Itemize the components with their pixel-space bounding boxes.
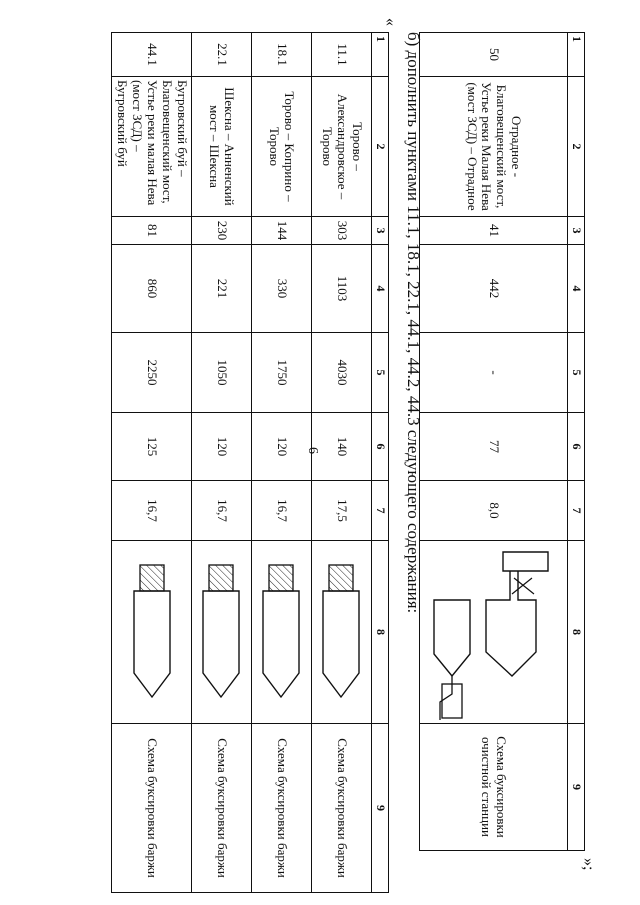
col-header-1: 1 [372, 33, 389, 77]
amendment-instruction: б) дополнить пунктами 11.1, 18.1, 22.1, 44.1, 44.2, 44.3 следующего содержания: [404, 32, 423, 614]
cell-number: 11.1 [312, 33, 372, 77]
cell-scheme-drawing [252, 541, 312, 724]
col-header-3: 3 [568, 217, 585, 245]
cell-route: Бугровский буй – Благовещенский мост, Устье реки малая Нева (мост ЗСД) – Бугровский буй [112, 77, 192, 217]
col-header-6: 6 [372, 413, 389, 481]
cell-scheme-caption: Схема буксировки баржи [192, 724, 252, 893]
table-row [312, 33, 372, 893]
cell-number: 22.1 [192, 33, 252, 77]
col-header-9: 9 [372, 724, 389, 893]
col-header-2: 2 [372, 77, 389, 217]
cell-number: 44.1 [112, 33, 192, 77]
cell-col7: 16,7 [192, 481, 252, 541]
cell-col5: 1750 [252, 333, 312, 413]
cell-route: Торово – Александровское – Торово [312, 77, 372, 217]
cell-col6: 120 [252, 413, 312, 481]
cell-col6: 125 [112, 413, 192, 481]
cell-scheme-caption: Схема буксировки баржи [252, 724, 312, 893]
table-row [192, 33, 252, 893]
cell-scheme-drawing [312, 541, 372, 724]
cell-col3: 81 [112, 217, 192, 245]
cell-col4: 221 [192, 245, 252, 333]
cell-scheme-caption: Схема буксировки баржи [112, 724, 192, 893]
barge-towing-sketch [260, 557, 304, 707]
cell-col6: 140 [312, 413, 372, 481]
cell-col4: 442 [420, 245, 568, 333]
cell-number: 50 [420, 33, 568, 77]
cell-col3: 41 [420, 217, 568, 245]
cell-col4: 1103 [312, 245, 372, 333]
cell-col3: 230 [192, 217, 252, 245]
cell-scheme-drawing [192, 541, 252, 724]
table-header-row [372, 33, 389, 893]
cell-col5: 4030 [312, 333, 372, 413]
station-towing-sketch [429, 544, 559, 720]
opening-quote: « [382, 18, 399, 26]
col-header-6: 6 [568, 413, 585, 481]
cell-route: Торово – Коприно – Торово [252, 77, 312, 217]
cell-route: Отрадное - Благовещенский мост, Устье реки Малая Нева (мост ЗСД) – Отрадное [420, 77, 568, 217]
col-header-8: 8 [372, 541, 389, 724]
barge-towing-sketch [200, 557, 244, 707]
barge-towing-sketch [320, 557, 364, 707]
col-header-2: 2 [568, 77, 585, 217]
cell-col5: 2250 [112, 333, 192, 413]
col-header-9: 9 [568, 724, 585, 851]
cell-col4: 330 [252, 245, 312, 333]
table-additions [111, 32, 389, 893]
cell-col7: 16,7 [252, 481, 312, 541]
col-header-5: 5 [568, 333, 585, 413]
cell-scheme-caption: Схема буксировки баржи [312, 724, 372, 893]
table-header-row [568, 33, 585, 851]
cell-col7: 17,5 [312, 481, 372, 541]
col-header-4: 4 [372, 245, 389, 333]
col-header-5: 5 [372, 333, 389, 413]
col-header-4: 4 [568, 245, 585, 333]
table-continuation [419, 32, 585, 851]
cell-col4: 860 [112, 245, 192, 333]
closing-quote: »; [580, 858, 597, 871]
col-header-1: 1 [568, 33, 585, 77]
rotated-document [25, 18, 597, 892]
cell-col6: 77 [420, 413, 568, 481]
barge-towing-sketch [130, 557, 174, 707]
cell-col7: 16,7 [112, 481, 192, 541]
page-number: 6 [305, 447, 320, 454]
cell-col3: 303 [312, 217, 372, 245]
cell-scheme-drawing [112, 541, 192, 724]
cell-scheme-caption: Схема буксировки очистной станции [420, 724, 568, 851]
col-header-3: 3 [372, 217, 389, 245]
table-row [112, 33, 192, 893]
col-header-7: 7 [568, 481, 585, 541]
table-row [252, 33, 312, 893]
cell-number: 18.1 [252, 33, 312, 77]
cell-col3: 144 [252, 217, 312, 245]
col-header-7: 7 [372, 481, 389, 541]
cell-col7: 8,0 [420, 481, 568, 541]
table-row [420, 33, 568, 851]
cell-route: Шексна – Анненский мост – Шексна [192, 77, 252, 217]
cell-col5: 1050 [192, 333, 252, 413]
cell-col6: 120 [192, 413, 252, 481]
cell-col5: - [420, 333, 568, 413]
col-header-8: 8 [568, 541, 585, 724]
cell-scheme-drawing [420, 541, 568, 724]
